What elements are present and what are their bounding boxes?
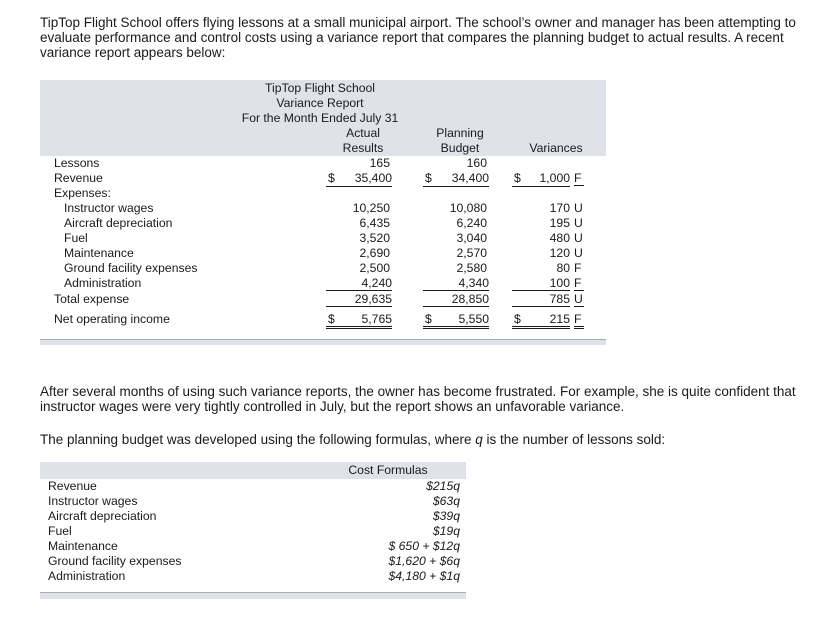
formula-value: $39q <box>432 509 460 523</box>
revenue-actual: 35,400 <box>354 171 392 185</box>
total-expense-label: Total expense <box>54 292 130 306</box>
expense-label: Fuel <box>64 231 88 245</box>
expense-flag: U <box>574 216 583 230</box>
expense-variance: 100 <box>512 276 570 291</box>
expense-plan: 6,240 <box>456 216 487 230</box>
formula-row <box>40 539 466 554</box>
expense-row <box>40 231 606 246</box>
expense-plan: 4,340 <box>423 276 489 291</box>
expense-row <box>40 201 606 216</box>
formula-label: Aircraft depreciation <box>48 509 157 523</box>
report-period: For the Month Ended July 31 <box>241 111 399 125</box>
revenue-plan-cell <box>423 171 489 187</box>
formula-intro-text-end: is the number of lessons sold: <box>482 432 666 447</box>
expense-label: Administration <box>64 276 142 290</box>
report-subtitle: Variance Report <box>276 96 364 110</box>
report-header <box>40 80 606 156</box>
expenses-label: Expenses: <box>54 186 111 200</box>
expense-label: Maintenance <box>64 246 134 260</box>
expense-variance: 195 <box>549 216 570 230</box>
total-expense-actual: 29,635 <box>326 292 392 307</box>
formula-label: Fuel <box>48 524 72 538</box>
formula-value: $215q <box>426 479 460 493</box>
net-income-variance-cell <box>512 312 570 329</box>
expense-variance: 80 <box>556 261 570 275</box>
expense-flag: U <box>574 201 583 215</box>
expense-variance: 120 <box>549 246 570 260</box>
formula-label: Instructor wages <box>48 494 138 508</box>
q-variable: q <box>475 432 483 447</box>
total-expense-variance: 785 <box>512 292 570 307</box>
expense-flag: F <box>574 276 584 291</box>
total-expense-flag: U <box>574 292 583 306</box>
dollar-sign: $ <box>514 312 521 326</box>
col-planning-header: Planning <box>436 126 484 140</box>
dollar-sign: $ <box>425 171 432 185</box>
report-body <box>40 156 606 339</box>
formula-row <box>40 509 466 524</box>
variance-report <box>40 80 606 344</box>
lessons-plan: 160 <box>466 156 487 170</box>
formula-row <box>40 479 466 494</box>
net-income-actual-cell <box>326 312 392 329</box>
expense-plan: 2,570 <box>456 246 487 260</box>
cost-formulas-header: Cost Formulas <box>348 463 428 477</box>
expense-actual: 6,435 <box>359 216 390 230</box>
formula-label: Revenue <box>48 479 97 493</box>
formula-value: $1,620 + $6q <box>388 554 460 568</box>
formula-row <box>40 524 466 539</box>
formula-value: $19q <box>432 524 460 538</box>
formula-value: $63q <box>432 494 460 508</box>
expense-variance: 170 <box>549 201 570 215</box>
formulas-header <box>40 462 466 479</box>
formula-value: $ 650 + $12q <box>388 539 460 553</box>
revenue-variance: 1,000 <box>539 171 570 185</box>
expense-row <box>40 276 606 291</box>
expense-plan: 2,580 <box>456 261 487 275</box>
frustration-paragraph: After several months of using such variance reports, the owner has become frustrated. For example, she is quite confident that instructor wages were very tightly controlled in July, but the report shows an unfavorable variance. <box>40 384 796 414</box>
lessons-label: Lessons <box>54 156 100 170</box>
dollar-sign: $ <box>328 312 335 326</box>
expense-label: Ground facility expenses <box>64 261 198 275</box>
expense-variance: 480 <box>549 231 570 245</box>
revenue-flag: F <box>574 171 584 186</box>
total-expense-plan: 28,850 <box>423 292 489 307</box>
cost-formulas-table <box>40 462 466 598</box>
formula-intro-paragraph <box>40 432 820 447</box>
col-actual-header-2: Results <box>342 141 384 155</box>
dollar-sign: $ <box>425 312 432 326</box>
col-variances-header: Variances <box>529 141 583 155</box>
net-income-flag: F <box>574 312 584 329</box>
expense-flag: F <box>574 261 582 275</box>
formula-label: Maintenance <box>48 539 118 553</box>
net-income-label: Net operating income <box>54 312 170 326</box>
expense-row <box>40 246 606 261</box>
expense-actual: 3,520 <box>359 231 390 245</box>
revenue-actual-cell <box>326 171 392 187</box>
expense-actual: 10,250 <box>352 201 390 215</box>
report-footer-bar <box>40 339 606 345</box>
expense-actual: 4,240 <box>326 276 392 291</box>
intro-paragraph: TipTop Flight School offers flying lessons at a small municipal airport. The school’s owner and manager has been attempting to evaluate performance and control costs using a variance report that compares the planning budget to actual results. A recent variance report appears below: <box>40 15 796 60</box>
col-planning-header-2: Budget <box>440 141 480 155</box>
report-title: TipTop Flight School <box>265 81 375 95</box>
formulas-body <box>40 479 466 592</box>
formula-label: Administration <box>48 569 126 583</box>
expense-label: Aircraft depreciation <box>64 216 173 230</box>
expense-row <box>40 216 606 231</box>
formula-intro-text: The planning budget was developed using the following formulas, where <box>40 432 476 447</box>
formula-row <box>40 494 466 509</box>
formulas-footer-bar <box>40 592 466 599</box>
formula-label: Ground facility expenses <box>48 554 182 568</box>
dollar-sign: $ <box>514 171 521 185</box>
formula-value: $4,180 + $1q <box>388 569 460 583</box>
formula-row <box>40 554 466 569</box>
net-income-actual: 5,765 <box>361 312 392 326</box>
expense-flag: U <box>574 231 583 245</box>
expense-flag: U <box>574 246 583 260</box>
expense-actual: 2,690 <box>359 246 390 260</box>
revenue-plan: 34,400 <box>451 171 489 185</box>
col-actual-header: Actual <box>346 126 380 140</box>
expense-row <box>40 261 606 276</box>
expense-label: Instructor wages <box>64 201 154 215</box>
lessons-actual: 165 <box>369 156 390 170</box>
formula-row <box>40 569 466 584</box>
revenue-variance-cell <box>512 171 570 187</box>
expense-plan: 10,080 <box>449 201 487 215</box>
revenue-label: Revenue <box>54 171 103 185</box>
dollar-sign: $ <box>328 171 335 185</box>
net-income-plan: 5,550 <box>458 312 489 326</box>
net-income-variance: 215 <box>549 312 570 326</box>
net-income-plan-cell <box>423 312 489 329</box>
expense-actual: 2,500 <box>359 261 390 275</box>
expense-plan: 3,040 <box>456 231 487 245</box>
